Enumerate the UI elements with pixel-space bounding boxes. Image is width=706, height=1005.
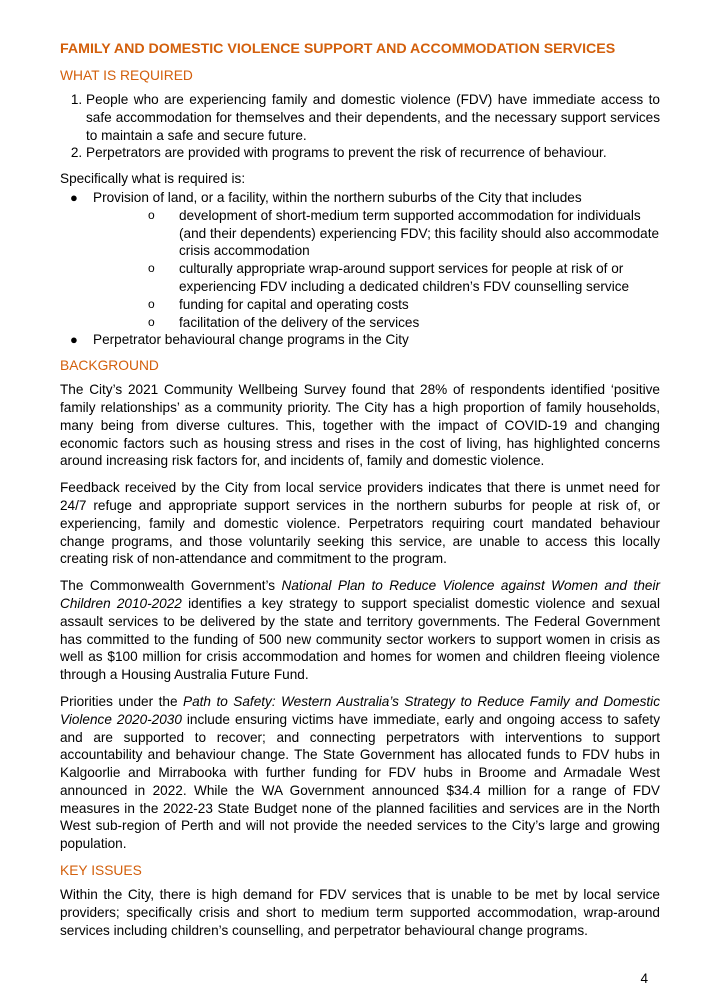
required-item: 1. People who are experiencing family and domestic violence (FDV) have immediate access to safe accommodation for themselves and their dependents, and the necessary support services to maintain a safe and secure future. <box>86 91 660 144</box>
background-paragraph-1: The City’s 2021 Community Wellbeing Survey found that 28% of respondents identified ‘positive family relationships’ as a community priority. The City has a high proportion of family households, many being from diverse cultures. This, together with the impact of COVID-19 and changing economic factors such as housing stress and rises in the cost of living, has highlighted concerns around increasing risk factors for, and incidents of, family and domestic violence. <box>60 382 660 469</box>
sub-bullet-item <box>93 314 660 332</box>
section-heading-required: WHAT IS REQUIRED <box>60 68 193 83</box>
circle-bullet-icon: o <box>148 207 155 222</box>
background-paragraph-3 <box>60 577 660 684</box>
sub-bullet-text: development of short-medium term supported accommodation for individuals (and their dependents) experiencing FDV; this facility should also accommodate crisis accommodation <box>179 207 660 259</box>
circle-bullet-icon: o <box>148 296 155 311</box>
sub-bullet-text: funding for capital and operating costs <box>179 296 409 312</box>
circle-bullet-icon: o <box>148 314 155 329</box>
bullet-text: Provision of land, or a facility, within the northern suburbs of the City that includes <box>93 189 582 205</box>
specifically-label: Specifically what is required is: <box>60 171 246 187</box>
page-number: 4 <box>640 971 648 986</box>
sub-bullet-text: facilitation of the delivery of the services <box>179 314 420 330</box>
section-heading-key-issues: KEY ISSUES <box>60 863 142 879</box>
bullet-item <box>60 189 660 331</box>
circle-bullet-icon: o <box>148 261 155 276</box>
sub-bullet-text: culturally appropriate wrap-around support services for people at risk of or experiencing FDV including a dedicated children’s FDV counselling service <box>179 261 630 294</box>
background-paragraph-2: Feedback received by the City from local service providers indicates that there is unmet need for 24/7 refuge and appropriate support services in the northern suburbs for people at risk of, or experiencing, family and domestic violence. Perpetrators requiring court mandated behaviour change programs, and those voluntarily seeking this service, are unable to access this locally creating risk of non-attendance and commitment to the program. <box>60 480 660 567</box>
background-paragraph-4 <box>60 693 660 853</box>
document-title-italic: National Plan to Reduce Violence against Women and their Children 2010-2022 <box>60 578 660 611</box>
key-issues-paragraph: Within the City, there is high demand for FDV services that is unable to be met by local service providers; specifically crisis and short to medium term supported accommodation, wrap-around services including children’s counselling, and perpetrator behavioural change programs. <box>60 887 660 938</box>
text-run: The Commonwealth Government’s <box>60 578 282 594</box>
bullet-text: Perpetrator behavioural change programs in the City <box>93 332 409 348</box>
sub-bullet-item <box>93 296 660 314</box>
text-run: Priorities under the <box>60 693 184 709</box>
bullet-icon: ● <box>70 332 78 348</box>
bullet-item <box>60 331 660 349</box>
sub-bullet-list <box>93 207 660 332</box>
page-title: FAMILY AND DOMESTIC VIOLENCE SUPPORT AND ACCOMMODATION SERVICES <box>60 41 616 57</box>
sub-bullet-item <box>93 207 660 260</box>
sub-bullet-item <box>93 260 660 296</box>
required-item: 2. Perpetrators are provided with programs to prevent the risk of recurrence of behaviour. <box>86 144 660 162</box>
bullet-icon: ● <box>70 189 78 205</box>
text-run: identifies a key strategy to support specialist domestic violence and sexual assault services to be delivered by the state and territory governments. The Federal Government has committed to the funding of 500 new community sector workers to support women in crisis as well as $100 million for crisis accommodation and homes for women and children fleeing violence through a Housing Australia Future Fund. <box>60 595 660 683</box>
text-run: include ensuring victims have immediate, early and ongoing access to safety and are supported to recover; and connecting perpetrators with interventions to support accountability and behaviour change. The State Government has allocated funds to FDV hubs in Kalgoorlie and Mirrabooka with further funding for FDV hubs in Broome and Armadale West announced in 2022. While the WA Government announced $34.4 million for a range of FDV measures in the 2022-23 State Budget none of the planned facilities and services are in the North West sub-region of Perth and will not provide the needed services to the City’s large and growing population. <box>60 711 660 852</box>
requirements-bullet-list <box>60 189 660 349</box>
section-heading-background: BACKGROUND <box>60 358 159 374</box>
document-title-italic: Path to Safety: Western Australia’s Strategy to Reduce Family and Domestic Violence 2020-2030 <box>60 693 660 727</box>
required-list <box>60 91 660 162</box>
